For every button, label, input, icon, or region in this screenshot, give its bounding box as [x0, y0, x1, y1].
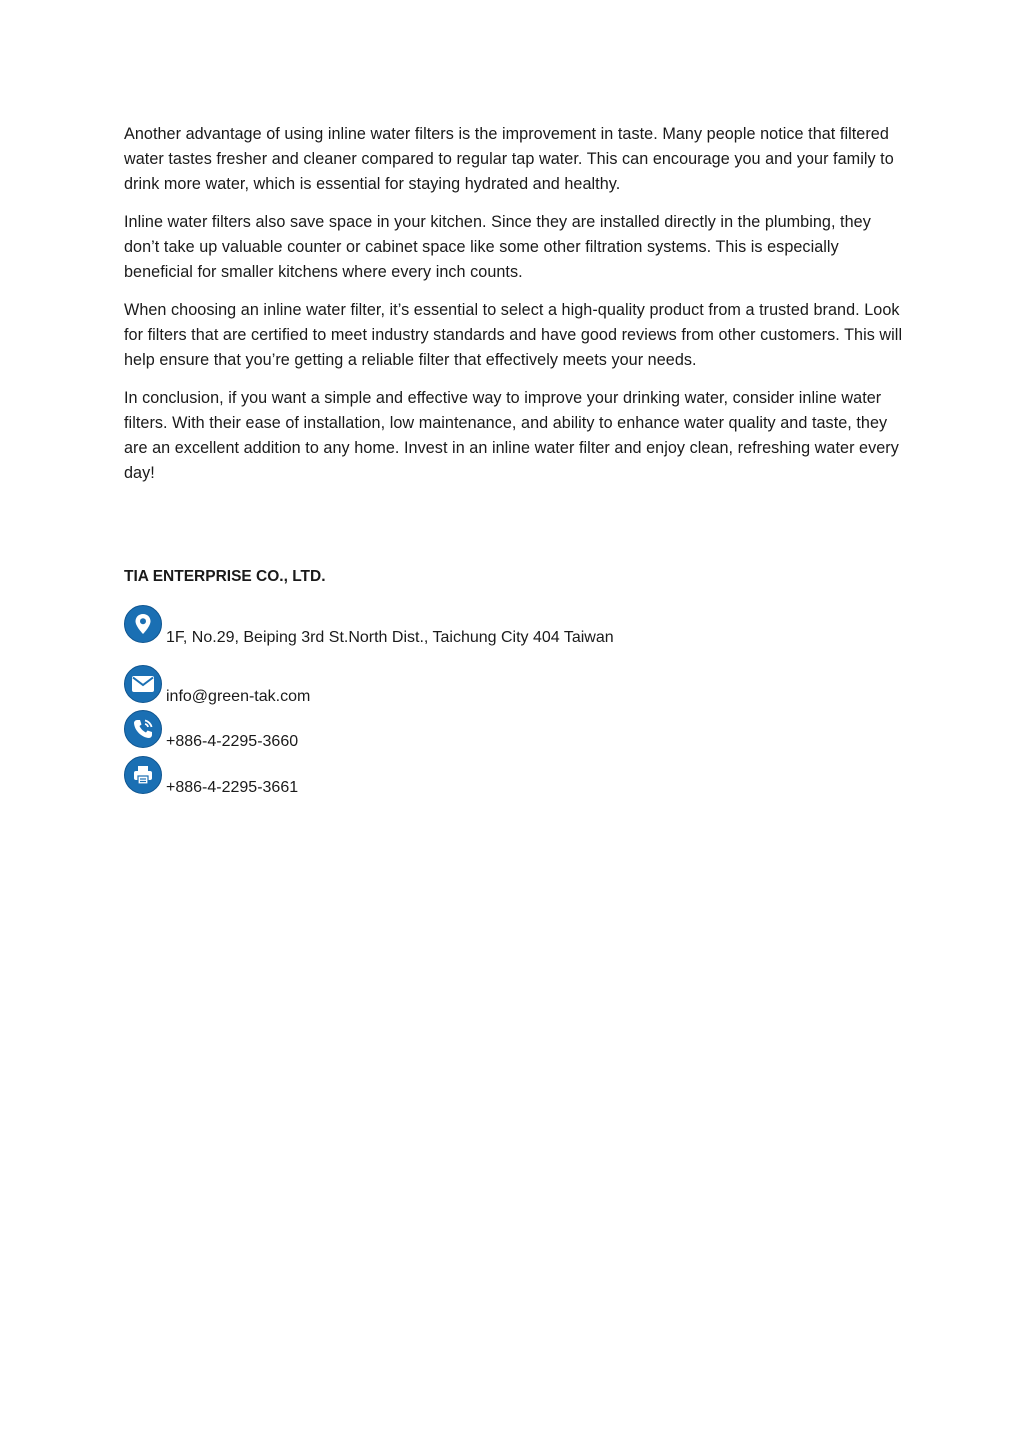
printer-icon [124, 756, 162, 794]
paragraph-taste: Another advantage of using inline water filters is the improvement in taste. Many people notice that filtered water tastes fresher and cleaner compared to regular tap water. This can encourage you and your family to drink more water, which is essential for staying hydrated and healthy. [124, 125, 894, 193]
phone-icon [124, 710, 162, 748]
email-link[interactable]: info@green-tak.com [166, 688, 311, 705]
location-pin-icon [124, 605, 162, 643]
contact-fax [124, 756, 298, 798]
contact-email [124, 665, 310, 707]
fax-text: +886-4-2295-3661 [166, 779, 299, 796]
envelope-icon [124, 665, 162, 703]
phone-text: +886-4-2295-3660 [166, 733, 299, 750]
contact-phone [124, 710, 298, 752]
paragraph-space: Inline water filters also save space in your kitchen. Since they are installed directly in the plumbing, they don’t take up valuable counter or cabinet space like some other filtration systems. This is especially beneficial for smaller kitchens where every inch counts. [124, 213, 871, 281]
paragraph-conclusion: In conclusion, if you want a simple and effective way to improve your drinking water, consider inline water filters. With their ease of installation, low maintenance, and ability to enhance water quality and taste, they are an excellent addition to any home. Invest in an inline water filter and enjoy clean, refreshing water every day! [124, 389, 899, 482]
company-name: TIA ENTERPRISE CO., LTD. [124, 568, 326, 585]
paragraph-choosing: When choosing an inline water filter, it’s essential to select a high-quality product from a trusted brand. Look for filters that are certified to meet industry standards and have good reviews from other customers. This will help ensure that you’re getting a reliable filter that effectively meets your needs. [124, 301, 903, 369]
contact-address [124, 605, 614, 648]
article-body [124, 122, 904, 499]
address-text: 1F, No.29, Beiping 3rd St.North Dist., Taichung City 404 Taiwan [166, 629, 614, 646]
